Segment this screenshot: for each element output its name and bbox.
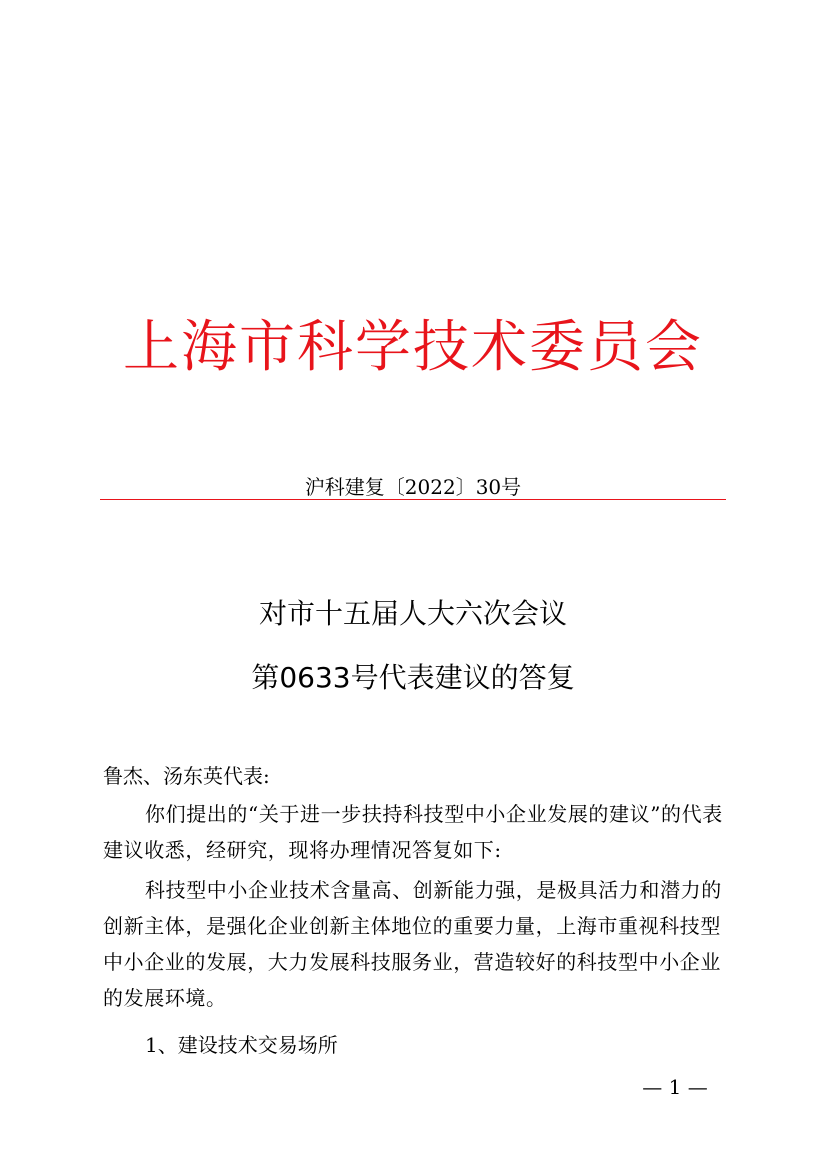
body-paragraph: 你们提出的“关于进一步扶持科技型中小企业发展的建议”的代表建议收悉，经研究，现将办理情况答复如下: [103,802,723,862]
page-number: — 1 — [642,1075,708,1099]
document-number: 沪科建复〔2022〕30号 [304,475,522,499]
organization-title: 上海市科学技术委员会 [123,315,703,380]
body-paragraph: 科技型中小企业技术含量高、创新能力强，是极具活力和潜力的创新主体，是强化企业创新主体地位的重要力量，上海市重视科技型中小企业的发展，大力发展科技服务业，营造较好的科技型中小企业的发展环境。 [103,878,722,1010]
document-title-line-2: 第0633号代表建议的答复 [251,661,575,694]
section-heading: 1、建设技术交易场所 [145,1033,338,1057]
red-divider-line [100,499,726,500]
document-title-line-1: 对市十五届人大六次会议 [258,597,567,630]
salutation: 鲁杰、汤东英代表: [103,764,270,788]
